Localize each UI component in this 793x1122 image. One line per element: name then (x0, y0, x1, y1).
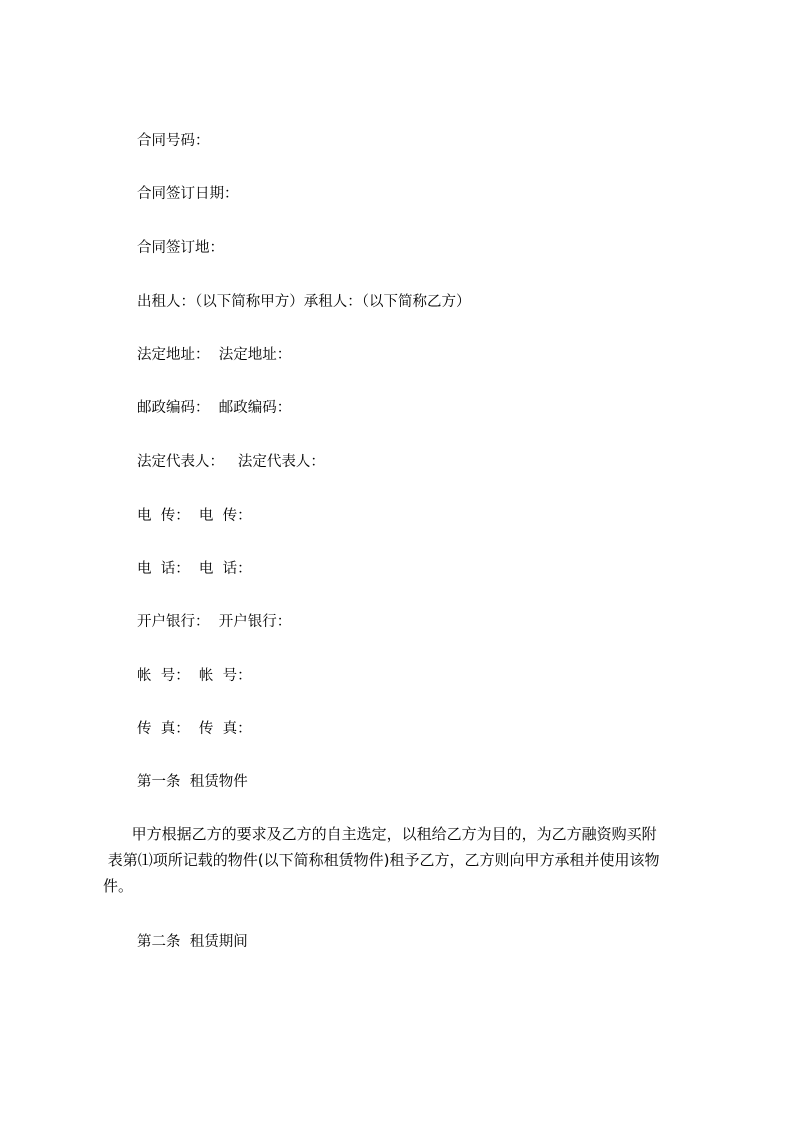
field-fax: 传 真： 传 真： (137, 721, 252, 737)
article-1-line: 甲方根据乙方的要求及乙方的自主选定，以租给乙方为目的，为乙方融资购买附 (103, 825, 657, 843)
field-parties: 出租人：（以下简称甲方）承租人：（以下简称乙方） (137, 294, 471, 310)
field-bank: 开户银行： 开户银行： (137, 614, 292, 630)
field-telephone: 电 话： 电 话： (137, 561, 252, 577)
article-2-heading: 第二条 租赁期间 (137, 934, 248, 950)
article-1-line: 表第⑴项所记载的物件(以下简称租赁物件)租予乙方，乙方则向甲方承租并使用该物 (103, 851, 660, 869)
field-telex: 电 传： 电 传： (137, 508, 252, 524)
field-legal-representative: 法定代表人： 法定代表人： (137, 454, 325, 470)
field-postal-code: 邮政编码： 邮政编码： (137, 400, 292, 416)
field-account: 帐 号： 帐 号： (137, 668, 252, 684)
field-signing-date: 合同签订日期： (137, 186, 239, 202)
field-legal-address: 法定地址： 法定地址： (137, 347, 292, 363)
article-1-line: 件。 (103, 877, 134, 895)
article-1-heading: 第一条 租赁物件 (137, 774, 248, 790)
field-signing-place: 合同签订地： (137, 240, 224, 256)
article-1-body (103, 821, 698, 899)
field-contract-number: 合同号码： (137, 133, 210, 149)
